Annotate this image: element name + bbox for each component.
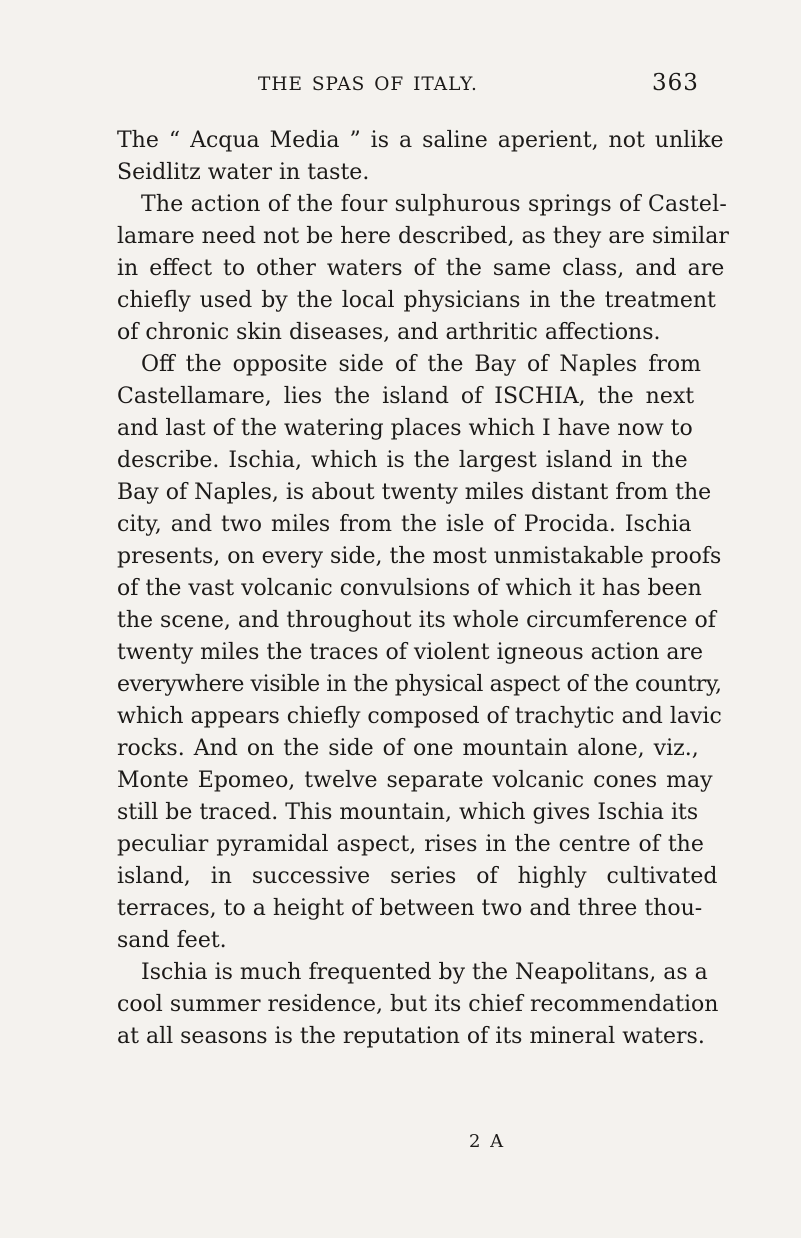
text-line: of chronic skin diseases, and arthritic affections. (117, 320, 661, 345)
text-line: which appears chiefly composed of trachytic and lavic (117, 704, 722, 729)
text-line: everywhere visible in the physical aspect of the country, (117, 672, 722, 697)
text-line: The “ Acqua Media ” is a saline aperient, not unlike (117, 128, 724, 153)
text-line: describe. Ischia, which is the largest island in the (117, 448, 688, 473)
text-line: twenty miles the traces of violent igneous action are (117, 640, 704, 665)
text-line: Bay of Naples, is about twenty miles distant from the (117, 480, 712, 505)
text-line: Castellamare, lies the island of ISCHIA, the next (117, 384, 695, 409)
text-line: cool summer residence, but its chief recommendation (117, 992, 719, 1017)
text-line: rocks. And on the side of one mountain alone, viz., (117, 736, 699, 761)
text-line: lamare need not be here described, as they are similar (117, 224, 729, 249)
text-line: Monte Epomeo, twelve separate volcanic cones may (117, 768, 713, 793)
text-line: peculiar pyramidal aspect, rises in the centre of the (117, 832, 704, 857)
text-line: Off the opposite side of the Bay of Naples from (141, 352, 701, 377)
text-line: presents, on every side, the most unmistakable proofs (117, 544, 722, 569)
text-line: The action of the four sulphurous springs of Castel- (141, 192, 727, 217)
text-line: of the vast volcanic convulsions of which it has been (117, 576, 702, 601)
text-line: terraces, to a height of between two and three thou- (117, 896, 703, 921)
text-line: at all seasons is the reputation of its mineral waters. (117, 1024, 705, 1049)
text-line: and last of the watering places which I have now to (117, 416, 693, 441)
text-line: sand feet. (117, 928, 227, 953)
running-head: THE SPAS OF ITALY. (258, 74, 478, 95)
text-line: Seidlitz water in taste. (117, 160, 370, 185)
text-line: chiefly used by the local physicians in the treatment (117, 288, 716, 313)
text-line: Ischia is much frequented by the Neapolitans, as a (141, 960, 708, 985)
text-line: island, in successive series of highly cultivated (117, 864, 718, 889)
text-line: in effect to other waters of the same class, and are (117, 256, 725, 281)
text-line: still be traced. This mountain, which gives Ischia its (117, 800, 699, 825)
page-number: 363 (652, 70, 699, 96)
signature-mark: 2 A (469, 1131, 506, 1152)
text-line: the scene, and throughout its whole circumference of (117, 608, 716, 633)
text-line: city, and two miles from the isle of Procida. Ischia (117, 512, 692, 537)
